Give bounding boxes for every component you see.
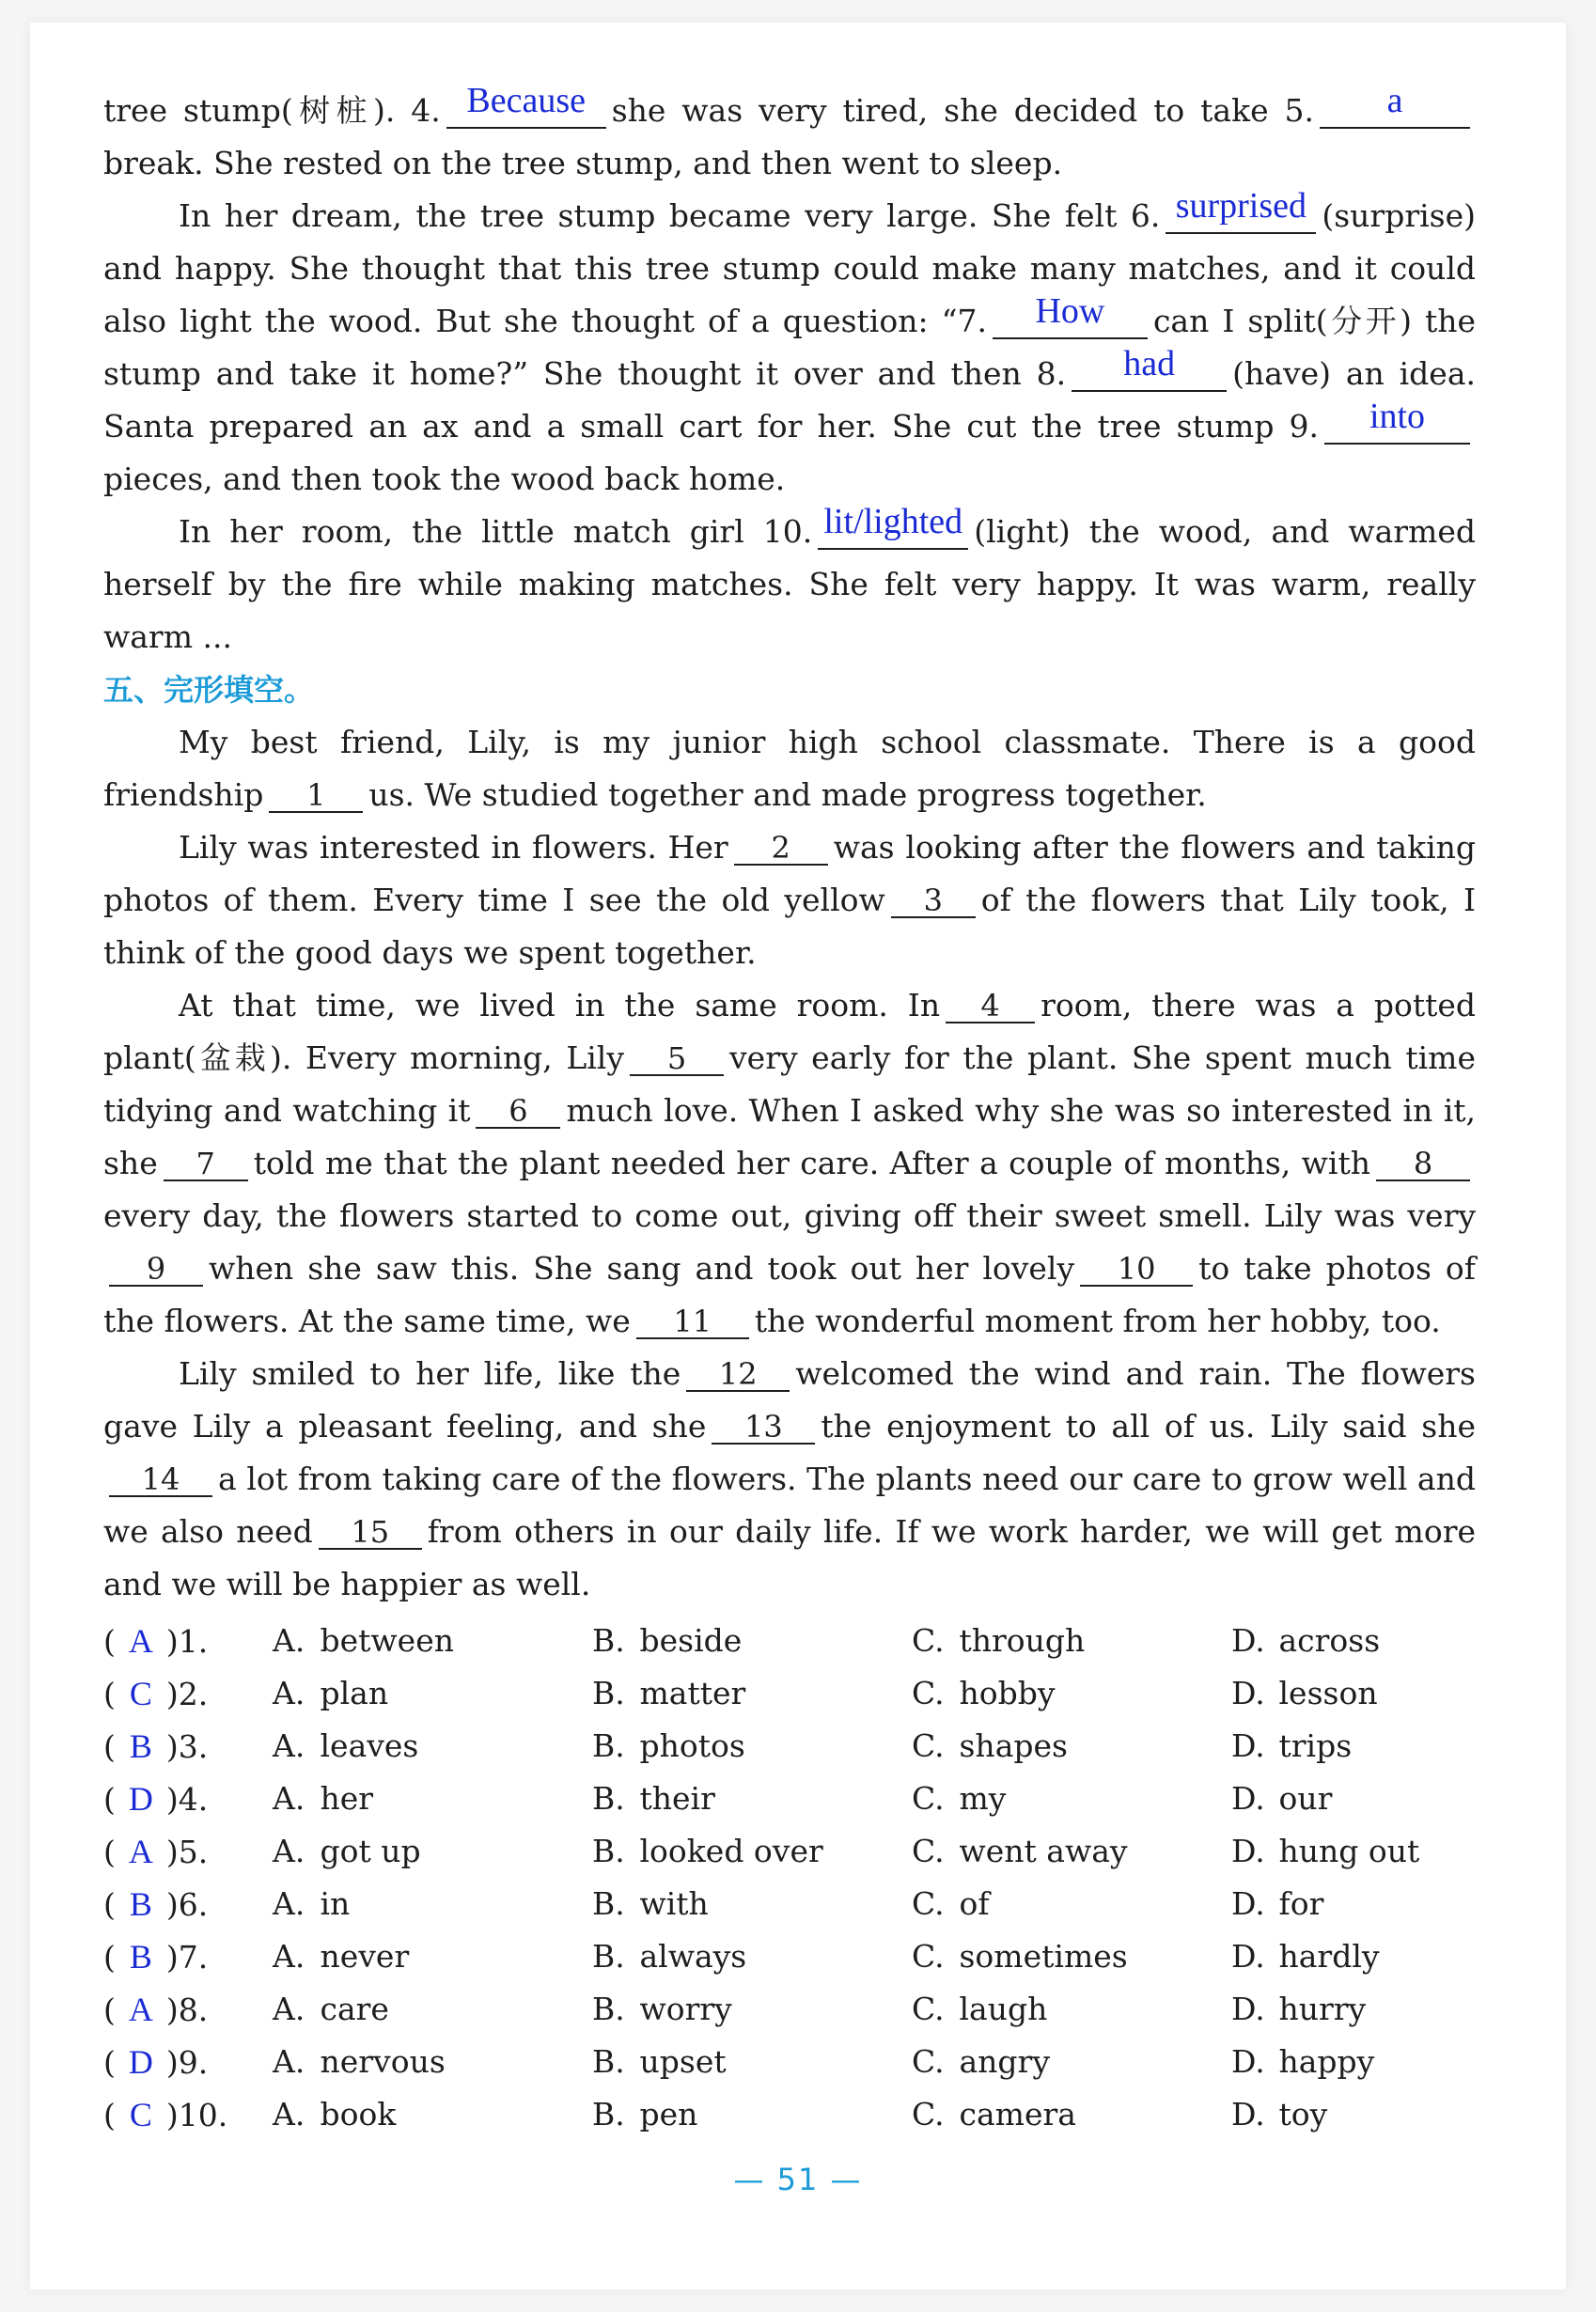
text: to take photos of the flowers. At the same time, we xyxy=(103,1250,1476,1339)
blank-number: 2 xyxy=(771,830,790,866)
option-a: plan xyxy=(320,1675,389,1711)
handwritten-answer: had xyxy=(1123,344,1176,383)
option-c: camera xyxy=(959,2096,1076,2132)
cloze-blank-10 xyxy=(1080,1253,1193,1287)
text: from others in our daily life. If we work harder, we will get more and we will be happier as well. xyxy=(103,1513,1476,1602)
option-letter: A. xyxy=(273,1991,305,2027)
blank-number: 11 xyxy=(673,1304,712,1339)
text: In her dream, the tree stump became very large. She felt 6. xyxy=(179,197,1161,234)
question-number: )7. xyxy=(165,1938,209,1976)
option-row xyxy=(103,1878,1476,1930)
text: the enjoyment to all of us. Lily said she xyxy=(821,1408,1476,1445)
options-table xyxy=(103,1615,1476,2141)
option-b: photos xyxy=(639,1727,745,1764)
text: a lot from taking care of the flowers. The plants need our care to grow well and we also need xyxy=(103,1461,1476,1550)
option-a: care xyxy=(320,1991,389,2027)
text: (have) an idea. Santa prepared an ax and a small cart for her. She cut the tree stump 9. xyxy=(103,355,1476,445)
option-a: book xyxy=(320,2096,397,2132)
option-letter: C. xyxy=(912,1727,945,1764)
paren: ( xyxy=(103,1622,116,1660)
option-letter: C. xyxy=(912,1991,945,2027)
question-number: )8. xyxy=(165,1991,209,2028)
text: tree stump(树桩). 4. xyxy=(103,92,441,129)
text: when she saw this. She sang and took out her lovely xyxy=(209,1250,1075,1287)
story-paragraph-2 xyxy=(103,186,1476,506)
option-letter: C. xyxy=(912,1675,945,1711)
handwritten-answer: lit/lighted xyxy=(823,502,963,541)
question-number: )6. xyxy=(165,1885,209,1923)
option-row xyxy=(103,1930,1476,1983)
chosen-answer: D xyxy=(128,2042,153,2081)
option-letter: C. xyxy=(912,1938,945,1975)
chosen-answer: B xyxy=(129,1937,152,1976)
question-number: )3. xyxy=(165,1727,209,1765)
answer-blank-5 xyxy=(1320,81,1470,129)
text: told me that the plant needed her care. After a couple of months, with xyxy=(253,1145,1370,1181)
handwritten-answer: surprised xyxy=(1175,186,1307,226)
blank-number: 14 xyxy=(141,1461,180,1497)
answer-blank-9 xyxy=(1324,397,1470,445)
answer-blank-7 xyxy=(993,291,1148,339)
option-c: my xyxy=(959,1780,1007,1817)
question-number: )1. xyxy=(165,1622,209,1660)
text: Lily smiled to her life, like the xyxy=(179,1355,681,1392)
option-a: leaves xyxy=(320,1727,419,1764)
text: welcomed the wind and rain. The flowers gave Lily a pleasant feeling, and she xyxy=(103,1355,1476,1445)
text: can I split(分开) the stump and take it home?” She thought it over and then 8. xyxy=(103,303,1476,392)
option-d: happy xyxy=(1278,2043,1375,2080)
option-letter: D. xyxy=(1231,1675,1265,1711)
blank-number: 4 xyxy=(980,988,1000,1023)
paren: ( xyxy=(103,1938,116,1976)
handwritten-answer: How xyxy=(1035,291,1105,331)
option-letter: B. xyxy=(592,1780,625,1817)
option-letter: A. xyxy=(273,1622,305,1659)
blank-number: 3 xyxy=(923,883,943,918)
text: of the flowers that Lily took, I think of the good days we spent together. xyxy=(103,882,1477,971)
paren: ( xyxy=(103,1885,116,1923)
question-number: )9. xyxy=(165,2043,209,2081)
cloze-blank-5 xyxy=(630,1042,724,1076)
question-number: )4. xyxy=(165,1780,209,1818)
option-letter: B. xyxy=(592,1622,625,1659)
option-c: laugh xyxy=(959,1991,1048,2027)
option-letter: D. xyxy=(1231,1780,1265,1817)
option-row xyxy=(103,1825,1476,1878)
option-a: got up xyxy=(320,1833,421,1869)
option-row xyxy=(103,2036,1476,2088)
option-a: nervous xyxy=(320,2043,446,2080)
text: break. She rested on the tree stump, and then went to sleep. xyxy=(103,145,1063,181)
blank-number: 6 xyxy=(509,1093,528,1129)
handwritten-answer: into xyxy=(1369,397,1426,436)
option-d: across xyxy=(1278,1622,1381,1659)
option-b: always xyxy=(639,1938,747,1975)
option-letter: B. xyxy=(592,1727,625,1764)
option-b: worry xyxy=(639,1991,732,2027)
answer-blank-6 xyxy=(1166,186,1316,234)
paren: ( xyxy=(103,1780,116,1818)
blank-number: 1 xyxy=(306,777,326,813)
text: us. We studied together and made progress together. xyxy=(368,776,1207,813)
paren: ( xyxy=(103,1727,116,1765)
paren: ( xyxy=(103,1675,116,1712)
cloze-blank-11 xyxy=(636,1305,749,1339)
option-a: never xyxy=(320,1938,410,1975)
option-letter: A. xyxy=(273,1938,305,1975)
blank-number: 13 xyxy=(744,1409,783,1445)
answer-blank-8 xyxy=(1072,344,1227,392)
option-a: between xyxy=(320,1622,454,1659)
text: (light) the wood, and warmed herself by the fire while making matches. She felt very happy. It was warm, really warm ... xyxy=(103,513,1476,655)
text: Lily was interested in flowers. Her xyxy=(179,829,728,866)
option-letter: B. xyxy=(592,2096,625,2132)
option-d: hardly xyxy=(1278,1938,1380,1975)
cloze-blank-6 xyxy=(476,1095,560,1129)
paren: ( xyxy=(103,2043,116,2081)
option-letter: A. xyxy=(273,2096,305,2132)
cloze-blank-8 xyxy=(1376,1148,1470,1181)
option-c: shapes xyxy=(959,1727,1068,1764)
option-d: hurry xyxy=(1278,1991,1367,2027)
option-b: their xyxy=(639,1780,715,1817)
cloze-blank-12 xyxy=(686,1358,790,1392)
option-row xyxy=(103,1773,1476,1825)
option-letter: C. xyxy=(912,1780,945,1817)
blank-number: 10 xyxy=(1117,1251,1156,1287)
answer-blank-10 xyxy=(818,502,968,550)
chosen-answer: C xyxy=(129,1674,152,1712)
cloze-paragraph-4 xyxy=(103,1348,1476,1611)
text: My best friend, Lily, is my junior high school classmate. There is a good friendship xyxy=(103,724,1476,813)
option-d: trips xyxy=(1278,1727,1353,1764)
text: every day, the flowers started to come out, giving off their sweet smell. Lily was very xyxy=(103,1197,1476,1234)
option-d: lesson xyxy=(1278,1675,1378,1711)
option-row xyxy=(103,1720,1476,1773)
option-b: matter xyxy=(639,1675,746,1711)
text: she was very tired, she decided to take 5. xyxy=(611,92,1314,129)
option-letter: C. xyxy=(912,1885,945,1922)
chosen-answer: B xyxy=(129,1726,152,1765)
answer-blank-4 xyxy=(446,81,606,129)
option-c: went away xyxy=(959,1833,1128,1869)
cloze-paragraph-1 xyxy=(103,716,1476,821)
question-number: )2. xyxy=(165,1675,209,1712)
blank-number: 5 xyxy=(666,1040,687,1076)
option-d: our xyxy=(1278,1780,1333,1817)
option-b: upset xyxy=(639,2043,727,2080)
text: pieces, and then took the wood back home. xyxy=(103,461,786,497)
paren: ( xyxy=(103,1833,116,1870)
section-title: 五、完形填空。 xyxy=(103,672,315,708)
option-c: through xyxy=(959,1622,1086,1659)
paren: ( xyxy=(103,2096,116,2133)
option-letter: B. xyxy=(592,1675,625,1711)
cloze-blank-2 xyxy=(734,832,828,866)
blank-number: 8 xyxy=(1413,1146,1433,1181)
text: (surprise) and happy. She thought that this tree stump could make many matches, and it could also light the wood. But she thought of a question: “7. xyxy=(103,197,1476,339)
handwritten-answer: Because xyxy=(466,81,586,120)
text: room, there was a potted plant(盆栽). Every morning, Lily xyxy=(103,987,1476,1076)
option-row xyxy=(103,1983,1476,2036)
blank-number: 7 xyxy=(196,1146,215,1181)
story-paragraph-3 xyxy=(103,502,1476,664)
cloze-blank-1 xyxy=(269,779,363,813)
blank-number: 15 xyxy=(351,1514,390,1550)
option-letter: B. xyxy=(592,1885,625,1922)
option-b: beside xyxy=(639,1622,743,1659)
option-d: for xyxy=(1278,1885,1324,1922)
option-c: hobby xyxy=(959,1675,1056,1711)
option-c: of xyxy=(959,1885,990,1922)
cloze-paragraph-3 xyxy=(103,979,1476,1348)
cloze-paragraph-2 xyxy=(103,821,1476,979)
option-letter: D. xyxy=(1231,1938,1265,1975)
option-letter: D. xyxy=(1231,1991,1265,2027)
option-row xyxy=(103,1667,1476,1720)
chosen-answer: D xyxy=(128,1779,153,1818)
cloze-blank-7 xyxy=(164,1148,248,1181)
option-letter: B. xyxy=(592,2043,625,2080)
option-d: toy xyxy=(1278,2096,1328,2132)
chosen-answer: B xyxy=(129,1884,152,1923)
option-letter: A. xyxy=(273,2043,305,2080)
option-letter: C. xyxy=(912,2043,945,2080)
text: much love. When I asked why she was so interested in it, she xyxy=(103,1092,1476,1181)
option-letter: D. xyxy=(1231,2096,1265,2132)
option-row xyxy=(103,1615,1476,1667)
cloze-blank-13 xyxy=(712,1411,815,1445)
option-c: sometimes xyxy=(959,1938,1128,1975)
cloze-blank-9 xyxy=(109,1253,203,1287)
option-letter: A. xyxy=(273,1727,305,1764)
option-letter: D. xyxy=(1231,1885,1265,1922)
option-b: with xyxy=(639,1885,709,1922)
option-letter: D. xyxy=(1231,2043,1265,2080)
story-paragraph-1 xyxy=(103,81,1476,190)
option-row xyxy=(103,2088,1476,2141)
option-b: looked over xyxy=(639,1833,823,1869)
option-letter: A. xyxy=(273,1885,305,1922)
option-letter: C. xyxy=(912,2096,945,2132)
handwritten-answer: a xyxy=(1386,81,1403,120)
cloze-blank-14 xyxy=(109,1463,212,1497)
text: the wonderful moment from her hobby, too. xyxy=(754,1303,1441,1339)
chosen-answer: A xyxy=(128,1832,153,1870)
option-letter: D. xyxy=(1231,1622,1265,1659)
text: At that time, we lived in the same room. In xyxy=(179,987,941,1023)
option-c: angry xyxy=(959,2043,1050,2080)
option-letter: A. xyxy=(273,1833,305,1869)
option-letter: D. xyxy=(1231,1833,1265,1869)
option-letter: C. xyxy=(912,1833,945,1869)
cloze-blank-3 xyxy=(891,884,976,918)
text: very early for the plant. She spent much time tidying and watching it xyxy=(103,1039,1477,1129)
cloze-blank-4 xyxy=(946,990,1035,1023)
option-a: in xyxy=(320,1885,351,1922)
option-b: pen xyxy=(639,2096,698,2132)
document-content xyxy=(103,81,1477,2141)
chosen-answer: A xyxy=(128,1990,153,2028)
option-letter: B. xyxy=(592,1938,625,1975)
question-number: )5. xyxy=(165,1833,209,1870)
page-number: — 51 — xyxy=(733,2162,863,2197)
chosen-answer: C xyxy=(129,2095,152,2133)
text: was looking after the flowers and taking photos of them. Every time I see the old yellow xyxy=(103,829,1477,918)
text: In her room, the little match girl 10. xyxy=(179,513,813,550)
option-d: hung out xyxy=(1278,1833,1420,1869)
cloze-blank-15 xyxy=(319,1516,422,1550)
option-letter: C. xyxy=(912,1622,945,1659)
blank-number: 12 xyxy=(718,1356,758,1392)
question-number: )10. xyxy=(165,2096,228,2133)
paren: ( xyxy=(103,1991,116,2028)
option-letter: A. xyxy=(273,1780,305,1817)
option-letter: A. xyxy=(273,1675,305,1711)
chosen-answer: A xyxy=(128,1621,153,1660)
option-a: her xyxy=(320,1780,374,1817)
blank-number: 9 xyxy=(146,1251,166,1287)
option-letter: D. xyxy=(1231,1727,1265,1764)
option-letter: B. xyxy=(592,1833,625,1869)
option-letter: B. xyxy=(592,1991,625,2027)
